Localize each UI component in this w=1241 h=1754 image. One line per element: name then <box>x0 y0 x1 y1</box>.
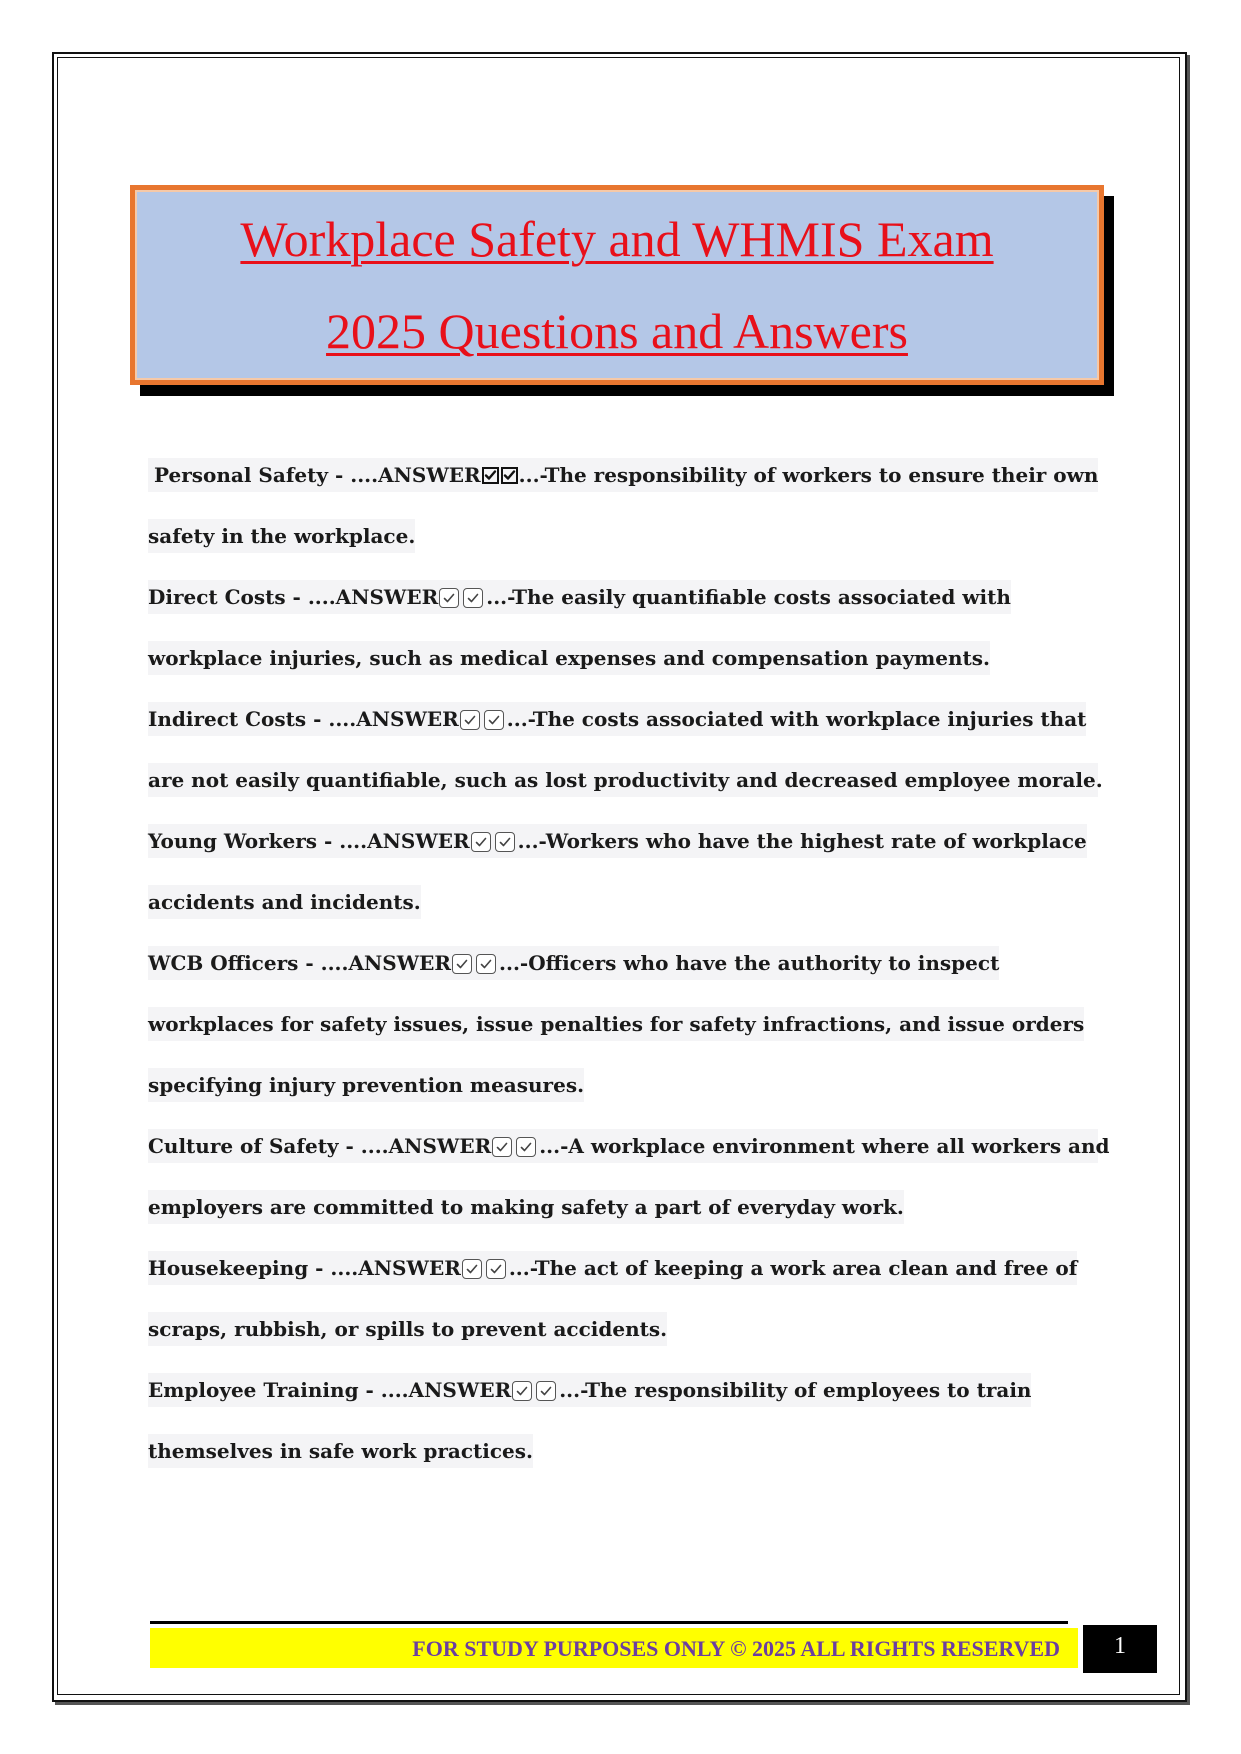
qa-entry-first-line <box>148 702 1086 736</box>
qa-entry-continuation-line <box>148 885 421 919</box>
qa-entry <box>148 824 1098 919</box>
title-inner <box>135 190 1099 380</box>
qa-entry-first-line <box>148 946 999 980</box>
check-box-icon <box>471 832 491 852</box>
qa-term: Employee Training - <box>148 1378 381 1402</box>
check-box-icon <box>512 1381 532 1401</box>
page-title-line-2: 2025 Questions and Answers <box>326 303 908 359</box>
qa-term: Housekeeping - <box>148 1256 331 1280</box>
qa-entry-continuation-line <box>148 1312 667 1346</box>
check-box-icon <box>484 710 504 730</box>
qa-list <box>148 458 1110 1495</box>
qa-entry <box>148 1373 1098 1468</box>
qa-entry <box>148 580 1098 675</box>
answer-marker-prefix: ....ANSWER <box>360 1134 492 1158</box>
qa-entry-first-line <box>148 1373 1031 1407</box>
qa-entry-continuation-line <box>148 763 1103 797</box>
answer-marker-prefix: ....ANSWER <box>328 707 459 731</box>
footer-text: FOR STUDY PURPOSES ONLY © 2025 ALL RIGHTS RESERVED <box>412 1636 1060 1661</box>
footer-bar <box>150 1628 1078 1668</box>
qa-entry-first-line <box>148 1251 1077 1285</box>
answer-marker-prefix: ....ANSWER <box>307 585 439 609</box>
qa-answer-text: The responsibility of employees to train <box>585 1378 1032 1402</box>
qa-entry-first-line <box>148 458 1098 492</box>
check-box-icon <box>501 467 518 484</box>
answer-marker-prefix: ....ANSWER <box>339 829 470 853</box>
qa-entry-continuation-line <box>148 519 415 553</box>
qa-answer-text: scraps, rubbish, or spills to prevent accidents. <box>148 1317 668 1341</box>
answer-marker-suffix: ...- <box>486 585 513 609</box>
check-box-icon <box>460 710 480 730</box>
qa-entry <box>148 946 1098 1102</box>
qa-entry <box>148 702 1103 797</box>
qa-answer-text: The costs associated with workplace injuries that <box>532 707 1087 731</box>
qa-answer-text: accidents and incidents. <box>148 890 421 914</box>
qa-answer-text: specifying injury prevention measures. <box>148 1073 585 1097</box>
check-box-icon <box>492 1137 512 1157</box>
qa-entry-first-line <box>148 580 1011 614</box>
check-box-icon <box>482 467 499 484</box>
qa-answer-text: safety in the workplace. <box>148 524 416 548</box>
qa-answer-text: workplace injuries, such as medical expenses and compensation payments. <box>148 646 990 670</box>
answer-marker-suffix: ...- <box>517 829 546 853</box>
qa-entry <box>148 458 1098 553</box>
qa-answer-text: The easily quantifiable costs associated with <box>512 585 1011 609</box>
qa-answer-text: Officers who have the authority to inspect <box>528 951 1000 975</box>
qa-entry <box>148 1251 1098 1346</box>
qa-term: Young Workers - <box>148 829 340 853</box>
check-box-icon <box>463 588 483 608</box>
qa-answer-text: The responsibility of workers to ensure their own <box>544 463 1099 487</box>
page-title-line-1: Workplace Safety and WHMIS Exam <box>240 211 994 267</box>
qa-answer-text: themselves in safe work practices. <box>148 1439 533 1463</box>
footer-rule <box>150 1621 1068 1624</box>
qa-term: Indirect Costs - <box>148 707 329 731</box>
check-box-icon <box>516 1137 536 1157</box>
qa-answer-text: employers are committed to making safety a part of everyday work. <box>148 1195 904 1219</box>
qa-answer-text: Workers who have the highest rate of workplace <box>545 829 1087 853</box>
qa-term: WCB Officers - <box>148 951 321 975</box>
check-box-icon <box>476 954 496 974</box>
qa-entry <box>148 1129 1110 1224</box>
qa-entry-continuation-line <box>148 1007 1084 1041</box>
qa-entry-continuation-line <box>148 1190 904 1224</box>
answer-marker-suffix: ...- <box>508 1256 535 1280</box>
answer-marker-suffix: ...- <box>499 951 529 975</box>
qa-entry-continuation-line <box>148 1068 584 1102</box>
qa-term: Culture of Safety - <box>148 1134 361 1158</box>
check-box-icon <box>439 588 459 608</box>
check-box-icon <box>486 1259 506 1279</box>
answer-marker-prefix: ....ANSWER <box>330 1256 461 1280</box>
check-box-icon <box>495 832 515 852</box>
answer-marker-prefix: ....ANSWER <box>380 1378 512 1402</box>
qa-term: Direct Costs - <box>148 585 308 609</box>
qa-answer-text: A workplace environment where all workers and <box>568 1134 1110 1158</box>
qa-answer-text: are not easily quantifiable, such as lost productivity and decreased employee morale. <box>148 768 1103 792</box>
answer-marker-suffix: ...- <box>539 1134 569 1158</box>
answer-marker-prefix: ....ANSWER <box>320 951 452 975</box>
answer-marker-prefix: ....ANSWER <box>350 463 481 487</box>
title-banner <box>130 185 1104 385</box>
qa-answer-text: workplaces for safety issues, issue penalties for safety infractions, and issue orders <box>148 1012 1085 1036</box>
qa-entry-continuation-line <box>148 1434 533 1468</box>
answer-marker-suffix: ...- <box>518 463 545 487</box>
qa-answer-text: The act of keeping a work area clean and free of <box>534 1256 1078 1280</box>
check-box-icon <box>536 1381 556 1401</box>
qa-entry-continuation-line <box>148 641 990 675</box>
answer-marker-suffix: ...- <box>506 707 533 731</box>
qa-term: Personal Safety - <box>154 463 351 487</box>
check-box-icon <box>462 1259 482 1279</box>
check-box-icon <box>452 954 472 974</box>
page-number: 1 <box>1083 1625 1157 1673</box>
qa-entry-first-line <box>148 824 1087 858</box>
qa-entry-first-line <box>148 1129 1110 1163</box>
answer-marker-suffix: ...- <box>559 1378 586 1402</box>
